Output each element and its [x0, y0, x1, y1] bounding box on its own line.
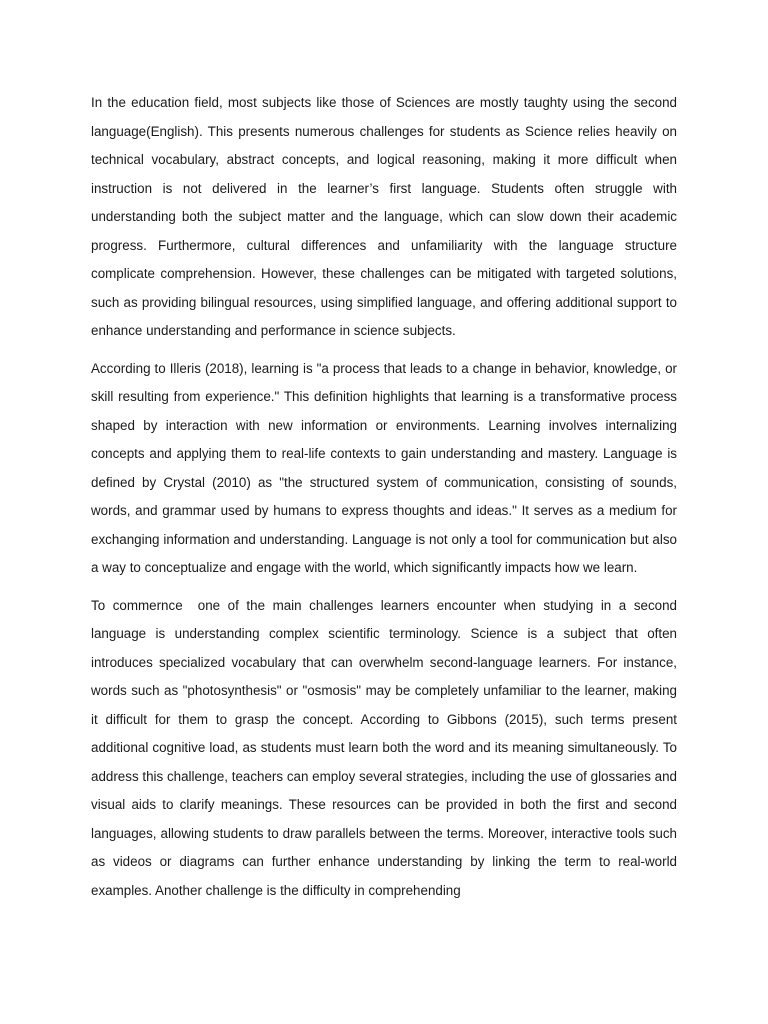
paragraph-definitions: According to Illeris (2018), learning is "a process that leads to a change in behavior, knowledge, or skill resulting from experience." This definition highlights that learning is a transformative process shaped by interaction with new information or environments. Learning involves internalizing concepts and applying them to real-life contexts to gain understanding and mastery. Language is defined by Crystal (2010) as "the structured system of communication, consisting of sounds, words, and grammar used by humans to express thoughts and ideas." It serves as a medium for exchanging information and understanding. Language is not only a tool for communication but also a way to conceptualize and engage with the world, which significantly impacts how we learn.	[91, 360, 681, 575]
document-body	[91, 89, 681, 914]
paragraph-intro: In the education field, most subjects like those of Sciences are mostly taughty using the second language(English). This presents numerous challenges for students as Science relies heavily on technical vocabulary, abstract concepts, and logical reasoning, making it more difficult when instruction is not delivered in the learner’s first language. Students often struggle with understanding both the subject matter and the language, which can slow down their academic progress. Furthermore, cultural differences and unfamiliarity with the language structure complicate comprehension. However, these challenges can be mitigated with targeted solutions, such as providing bilingual resources, using simplified language, and offering additional support to enhance understanding and performance in science subjects.	[91, 95, 681, 338]
paragraph-terminology: To commernce one of the main challenges learners encounter when studying in a second language is understanding complex scientific terminology. Science is a subject that often introduces specialized vocabulary that can overwhelm second-language learners. For instance, words such as "photosynthesis" or "osmosis" may be completely unfamiliar to the learner, making it difficult for them to grasp the concept. According to Gibbons (2015), such terms present additional cognitive load, as students must learn both the word and its meaning simultaneously. To address this challenge, teachers can employ several strategies, including the use of glossaries and visual aids to clarify meanings. These resources can be provided in both the first and second languages, allowing students to draw parallels between the terms. Moreover, interactive tools such as videos or diagrams can further enhance understanding by linking the term to real-world examples. Another challenge is the difficulty in comprehending	[91, 597, 681, 898]
